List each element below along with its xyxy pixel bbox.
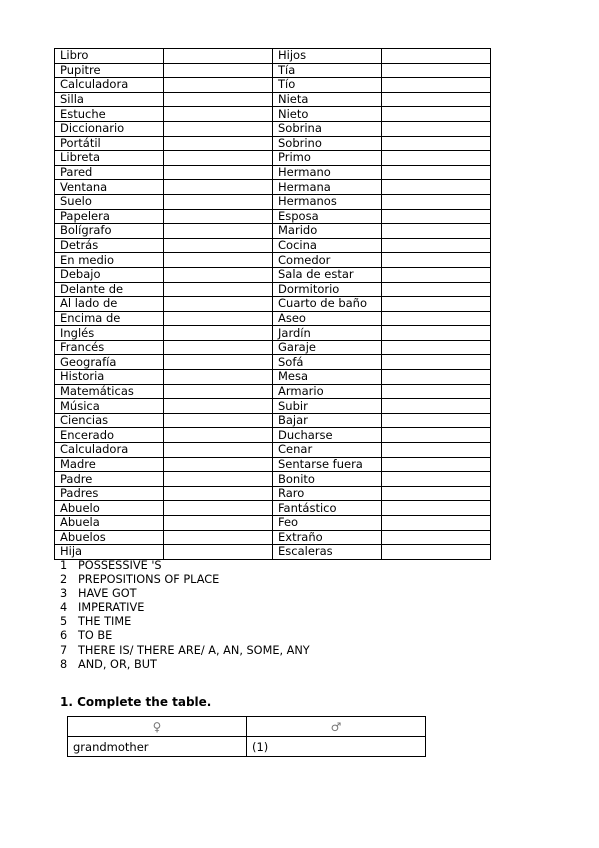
vocab-word-cell: Sobrina <box>273 121 382 136</box>
vocab-word-cell: Encerado <box>55 428 164 443</box>
translation-blank-cell[interactable] <box>382 49 491 64</box>
topic-number: 2 <box>60 573 68 587</box>
list-item <box>60 587 310 601</box>
table-row <box>55 63 491 78</box>
vocab-word-cell: Armario <box>273 384 382 399</box>
table-row <box>55 78 491 93</box>
topic-text: THE TIME <box>78 615 132 629</box>
table-row <box>55 136 491 151</box>
topic-number: 8 <box>60 657 68 671</box>
vocabulary-table-body <box>55 49 491 560</box>
vocab-word-cell: Hijos <box>273 49 382 64</box>
table-row <box>55 121 491 136</box>
translation-blank-cell[interactable] <box>164 224 273 239</box>
translation-blank-cell[interactable] <box>382 413 491 428</box>
exercise-title: 1. Complete the table. <box>60 695 212 709</box>
vocab-word-cell: Matemáticas <box>55 384 164 399</box>
vocab-word-cell: Bajar <box>273 413 382 428</box>
table-row <box>55 516 491 531</box>
table-row <box>55 340 491 355</box>
vocab-word-cell: Hija <box>55 545 164 560</box>
translation-blank-cell[interactable] <box>164 486 273 501</box>
topic-number: 5 <box>60 615 68 629</box>
vocab-word-cell: Abuela <box>55 516 164 531</box>
vocab-word-cell: Nieta <box>273 92 382 107</box>
vocab-word-cell: Hermana <box>273 180 382 195</box>
table-row <box>55 297 491 312</box>
exercise-header-row <box>68 717 426 737</box>
vocab-word-cell: Estuche <box>55 107 164 122</box>
vocab-word-cell: Ciencias <box>55 413 164 428</box>
vocab-word-cell: Pared <box>55 165 164 180</box>
table-row <box>55 267 491 282</box>
topic-number: 6 <box>60 629 68 643</box>
exercise-row <box>68 737 426 757</box>
translation-blank-cell[interactable] <box>164 530 273 545</box>
topic-text: AND, OR, BUT <box>78 657 157 671</box>
vocab-word-cell: Francés <box>55 340 164 355</box>
table-row <box>55 282 491 297</box>
translation-blank-cell[interactable] <box>164 428 273 443</box>
translation-blank-cell[interactable] <box>164 267 273 282</box>
vocab-word-cell: Hermanos <box>273 194 382 209</box>
vocab-word-cell: Abuelos <box>55 530 164 545</box>
list-item <box>60 615 310 629</box>
translation-blank-cell[interactable] <box>164 180 273 195</box>
topic-number: 7 <box>60 643 68 657</box>
translation-blank-cell[interactable] <box>164 238 273 253</box>
table-row <box>55 151 491 166</box>
vocab-word-cell: Debajo <box>55 267 164 282</box>
translation-blank-cell[interactable] <box>164 92 273 107</box>
translation-blank-cell[interactable] <box>382 194 491 209</box>
table-row <box>55 545 491 560</box>
vocabulary-table <box>54 48 491 560</box>
table-row <box>55 165 491 180</box>
list-item <box>60 629 310 643</box>
translation-blank-cell[interactable] <box>382 311 491 326</box>
vocab-word-cell: Silla <box>55 92 164 107</box>
translation-blank-cell[interactable] <box>382 384 491 399</box>
vocab-word-cell: Calculadora <box>55 443 164 458</box>
vocab-word-cell: Subir <box>273 399 382 414</box>
vocab-word-cell: Comedor <box>273 253 382 268</box>
vocab-word-cell: Sentarse fuera <box>273 457 382 472</box>
translation-blank-cell[interactable] <box>382 224 491 239</box>
vocab-word-cell: Padres <box>55 486 164 501</box>
translation-blank-cell[interactable] <box>382 530 491 545</box>
exercise-male-cell[interactable]: (1) <box>247 737 426 757</box>
translation-blank-cell[interactable] <box>164 443 273 458</box>
translation-blank-cell[interactable] <box>382 136 491 151</box>
vocab-word-cell: Pupitre <box>55 63 164 78</box>
translation-blank-cell[interactable] <box>382 457 491 472</box>
translation-blank-cell[interactable] <box>382 121 491 136</box>
topic-text: POSSESSIVE 'S <box>78 559 162 572</box>
vocab-word-cell: Ducharse <box>273 428 382 443</box>
translation-blank-cell[interactable] <box>382 63 491 78</box>
translation-blank-cell[interactable] <box>164 49 273 64</box>
table-row <box>55 443 491 458</box>
translation-blank-cell[interactable] <box>164 194 273 209</box>
male-symbol-icon: ♂ <box>247 717 426 737</box>
table-row <box>55 472 491 487</box>
table-row <box>55 92 491 107</box>
translation-blank-cell[interactable] <box>382 428 491 443</box>
vocab-word-cell: Diccionario <box>55 121 164 136</box>
translation-blank-cell[interactable] <box>164 326 273 341</box>
vocab-word-cell: Cenar <box>273 443 382 458</box>
table-row <box>55 326 491 341</box>
vocab-word-cell: Primo <box>273 151 382 166</box>
translation-blank-cell[interactable] <box>164 282 273 297</box>
translation-blank-cell[interactable] <box>382 78 491 93</box>
table-row <box>55 370 491 385</box>
translation-blank-cell[interactable] <box>164 399 273 414</box>
vocab-word-cell: Delante de <box>55 282 164 297</box>
translation-blank-cell[interactable] <box>164 384 273 399</box>
vocab-word-cell: Cocina <box>273 238 382 253</box>
table-row <box>55 107 491 122</box>
translation-blank-cell[interactable] <box>164 151 273 166</box>
translation-blank-cell[interactable] <box>164 107 273 122</box>
vocab-word-cell: Esposa <box>273 209 382 224</box>
translation-blank-cell[interactable] <box>382 92 491 107</box>
translation-blank-cell[interactable] <box>164 355 273 370</box>
topic-text: HAVE GOT <box>78 587 137 601</box>
topic-text: PREPOSITIONS OF PLACE <box>78 573 220 587</box>
topic-number: 3 <box>60 587 68 601</box>
vocab-word-cell: Bolígrafo <box>55 224 164 239</box>
translation-blank-cell[interactable] <box>164 78 273 93</box>
topic-text: THERE IS/ THERE ARE/ A, AN, SOME, ANY <box>78 643 310 657</box>
table-row <box>55 413 491 428</box>
translation-blank-cell[interactable] <box>382 238 491 253</box>
translation-blank-cell[interactable] <box>382 297 491 312</box>
table-row <box>55 238 491 253</box>
vocab-word-cell: Feo <box>273 516 382 531</box>
translation-blank-cell[interactable] <box>382 516 491 531</box>
translation-blank-cell[interactable] <box>164 297 273 312</box>
vocab-word-cell: Calculadora <box>55 78 164 93</box>
vocab-word-cell: Papelera <box>55 209 164 224</box>
table-row <box>55 486 491 501</box>
topic-number: 4 <box>60 601 68 615</box>
translation-blank-cell[interactable] <box>382 282 491 297</box>
vocab-word-cell: Bonito <box>273 472 382 487</box>
translation-blank-cell[interactable] <box>164 370 273 385</box>
table-row <box>55 253 491 268</box>
translation-blank-cell[interactable] <box>382 545 491 560</box>
translation-blank-cell[interactable] <box>164 457 273 472</box>
vocab-word-cell: Jardín <box>273 326 382 341</box>
vocab-word-cell: Encima de <box>55 311 164 326</box>
topic-number: 1 <box>60 559 68 572</box>
list-item <box>60 658 310 672</box>
vocab-word-cell: Marido <box>273 224 382 239</box>
topic-text: TO BE <box>78 629 113 643</box>
table-row <box>55 224 491 239</box>
vocab-word-cell: Portátil <box>55 136 164 151</box>
vocab-word-cell: Garaje <box>273 340 382 355</box>
vocab-word-cell: Nieto <box>273 107 382 122</box>
vocab-word-cell: Sala de estar <box>273 267 382 282</box>
translation-blank-cell[interactable] <box>382 355 491 370</box>
vocab-word-cell: Detrás <box>55 238 164 253</box>
translation-blank-cell[interactable] <box>164 413 273 428</box>
translation-blank-cell[interactable] <box>164 311 273 326</box>
table-row <box>55 194 491 209</box>
translation-blank-cell[interactable] <box>164 472 273 487</box>
list-item <box>60 573 310 587</box>
translation-blank-cell[interactable] <box>382 443 491 458</box>
translation-blank-cell[interactable] <box>382 486 491 501</box>
translation-blank-cell[interactable] <box>382 267 491 282</box>
table-row <box>55 311 491 326</box>
translation-blank-cell[interactable] <box>382 340 491 355</box>
vocab-word-cell: Sofá <box>273 355 382 370</box>
table-row <box>55 428 491 443</box>
vocab-word-cell: Geografía <box>55 355 164 370</box>
table-row <box>55 209 491 224</box>
translation-blank-cell[interactable] <box>382 399 491 414</box>
table-row <box>55 399 491 414</box>
vocab-word-cell: Cuarto de baño <box>273 297 382 312</box>
vocab-word-cell: Abuelo <box>55 501 164 516</box>
translation-blank-cell[interactable] <box>382 370 491 385</box>
translation-blank-cell[interactable] <box>164 209 273 224</box>
vocab-word-cell: Tío <box>273 78 382 93</box>
female-symbol-icon: ♀ <box>68 717 247 737</box>
vocab-word-cell: Suelo <box>55 194 164 209</box>
vocab-word-cell: Raro <box>273 486 382 501</box>
vocab-word-cell: Libreta <box>55 151 164 166</box>
vocab-word-cell: Aseo <box>273 311 382 326</box>
table-row <box>55 501 491 516</box>
vocab-word-cell: Música <box>55 399 164 414</box>
table-row <box>55 457 491 472</box>
translation-blank-cell[interactable] <box>382 107 491 122</box>
translation-blank-cell[interactable] <box>382 326 491 341</box>
vocab-word-cell: Historia <box>55 370 164 385</box>
vocab-word-cell: Ventana <box>55 180 164 195</box>
list-item <box>60 644 310 658</box>
translation-blank-cell[interactable] <box>164 340 273 355</box>
translation-blank-cell[interactable] <box>164 136 273 151</box>
exercise-female-cell: grandmother <box>68 737 247 757</box>
translation-blank-cell[interactable] <box>382 209 491 224</box>
vocab-word-cell: Dormitorio <box>273 282 382 297</box>
vocab-word-cell: Padre <box>55 472 164 487</box>
translation-blank-cell[interactable] <box>164 253 273 268</box>
vocab-word-cell: Sobrino <box>273 136 382 151</box>
table-row <box>55 530 491 545</box>
vocab-word-cell: En medio <box>55 253 164 268</box>
table-row <box>55 180 491 195</box>
vocab-word-cell: Hermano <box>273 165 382 180</box>
vocab-word-cell: Mesa <box>273 370 382 385</box>
translation-blank-cell[interactable] <box>164 63 273 78</box>
translation-blank-cell[interactable] <box>382 165 491 180</box>
translation-blank-cell[interactable] <box>382 472 491 487</box>
vocab-word-cell: Libro <box>55 49 164 64</box>
translation-blank-cell[interactable] <box>164 545 273 560</box>
vocab-word-cell: Escaleras <box>273 545 382 560</box>
translation-blank-cell[interactable] <box>382 180 491 195</box>
vocab-word-cell: Tía <box>273 63 382 78</box>
translation-blank-cell[interactable] <box>164 501 273 516</box>
vocab-word-cell: Madre <box>55 457 164 472</box>
translation-blank-cell[interactable] <box>164 516 273 531</box>
translation-blank-cell[interactable] <box>382 501 491 516</box>
table-row <box>55 384 491 399</box>
table-row <box>55 49 491 64</box>
topic-list <box>60 559 310 672</box>
vocab-word-cell: Extraño <box>273 530 382 545</box>
topic-text: IMPERATIVE <box>78 601 145 615</box>
translation-blank-cell[interactable] <box>382 151 491 166</box>
table-row <box>55 355 491 370</box>
list-item <box>60 601 310 615</box>
vocab-word-cell: Al lado de <box>55 297 164 312</box>
vocab-word-cell: Fantástico <box>273 501 382 516</box>
translation-blank-cell[interactable] <box>164 165 273 180</box>
exercise-table <box>67 716 426 757</box>
vocab-word-cell: Inglés <box>55 326 164 341</box>
list-item <box>60 559 310 573</box>
translation-blank-cell[interactable] <box>164 121 273 136</box>
translation-blank-cell[interactable] <box>382 253 491 268</box>
